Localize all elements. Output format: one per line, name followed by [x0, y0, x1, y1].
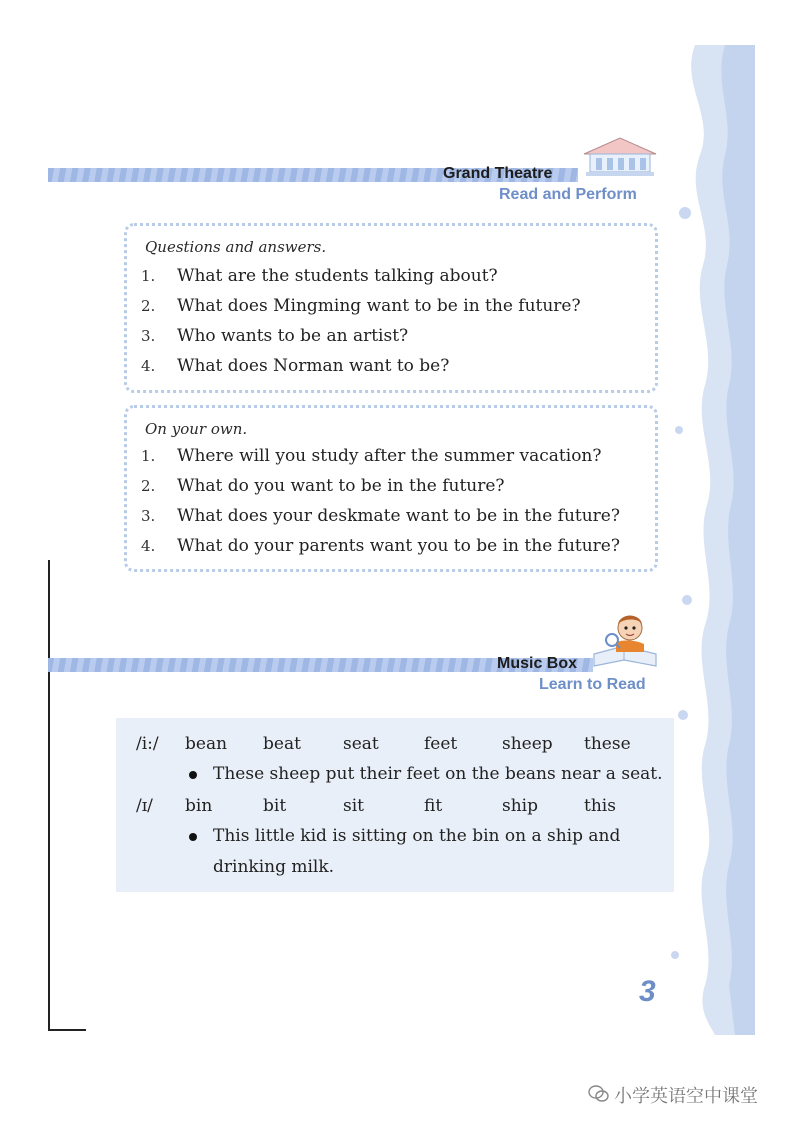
- phonics-word: bin: [185, 796, 213, 816]
- question-text: Who wants to be an artist?: [177, 326, 409, 346]
- question-number: 2.: [141, 297, 156, 315]
- phonics-word: feet: [424, 734, 458, 754]
- phonics-sentence: drinking milk.: [213, 857, 335, 877]
- question-text: What does Mingming want to be in the future?: [177, 296, 581, 316]
- question-text: What does your deskmate want to be in the future?: [177, 506, 620, 526]
- question-number: 4.: [141, 537, 156, 555]
- question-line: [141, 506, 620, 526]
- questions-box-title: Questions and answers.: [145, 238, 327, 256]
- bullet-dot: [189, 771, 197, 779]
- phonics-sentence: This little kid is sitting on the bin on a ship and: [213, 826, 621, 846]
- on-your-own-box: [124, 405, 658, 572]
- question-number: 3.: [141, 327, 156, 345]
- section-title-music-box: Music Box: [497, 655, 578, 672]
- question-text: What are the students talking about?: [177, 266, 498, 286]
- questions-box: [124, 223, 658, 393]
- phonics-word: bit: [263, 796, 287, 816]
- phonics-word: bean: [185, 734, 228, 754]
- phonetic-symbol: /ɪ/: [136, 796, 153, 816]
- question-text: Where will you study after the summer vacation?: [177, 446, 602, 466]
- page-number: 3: [639, 975, 656, 1008]
- theatre-building-icon: [580, 134, 660, 178]
- question-line: [141, 476, 505, 496]
- question-text: What does Norman want to be?: [177, 356, 450, 376]
- phonetic-symbol: /i:/: [136, 734, 159, 754]
- question-line: [141, 296, 581, 316]
- section-subtitle-read-and-perform: Read and Perform: [499, 186, 637, 203]
- question-number: 4.: [141, 357, 156, 375]
- question-number: 3.: [141, 507, 156, 525]
- phonics-word: beat: [263, 734, 301, 754]
- question-text: What do your parents want you to be in the future?: [177, 536, 620, 556]
- phonics-word: ship: [502, 796, 538, 816]
- question-line: [141, 356, 449, 376]
- wechat-icon: [588, 1084, 610, 1104]
- section-title-grand-theatre: Grand Theatre: [443, 165, 553, 182]
- watermark-text: 小学英语空中课堂: [614, 1086, 758, 1107]
- question-text: What do you want to be in the future?: [177, 476, 505, 496]
- bottom-margin-rule: [48, 1029, 86, 1031]
- question-line: [141, 326, 408, 346]
- question-line: [141, 266, 498, 286]
- phonics-word: these: [584, 734, 631, 754]
- left-margin-rule: [48, 560, 50, 1030]
- question-line: [141, 536, 620, 556]
- question-number: 2.: [141, 477, 156, 495]
- bullet-dot: [189, 833, 197, 841]
- question-number: 1.: [141, 447, 156, 465]
- reading-boy-icon: [590, 610, 660, 672]
- phonics-word: sit: [343, 796, 364, 816]
- question-line: [141, 446, 602, 466]
- section-subtitle-learn-to-read: Learn to Read: [539, 676, 646, 693]
- phonics-word: fit: [424, 796, 443, 816]
- on-your-own-box-title: On your own.: [145, 420, 248, 438]
- phonics-word: sheep: [502, 734, 553, 754]
- phonics-word: this: [584, 796, 616, 816]
- question-number: 1.: [141, 267, 156, 285]
- phonics-word: seat: [343, 734, 379, 754]
- phonics-sentence: These sheep put their feet on the beans near a seat.: [213, 764, 663, 784]
